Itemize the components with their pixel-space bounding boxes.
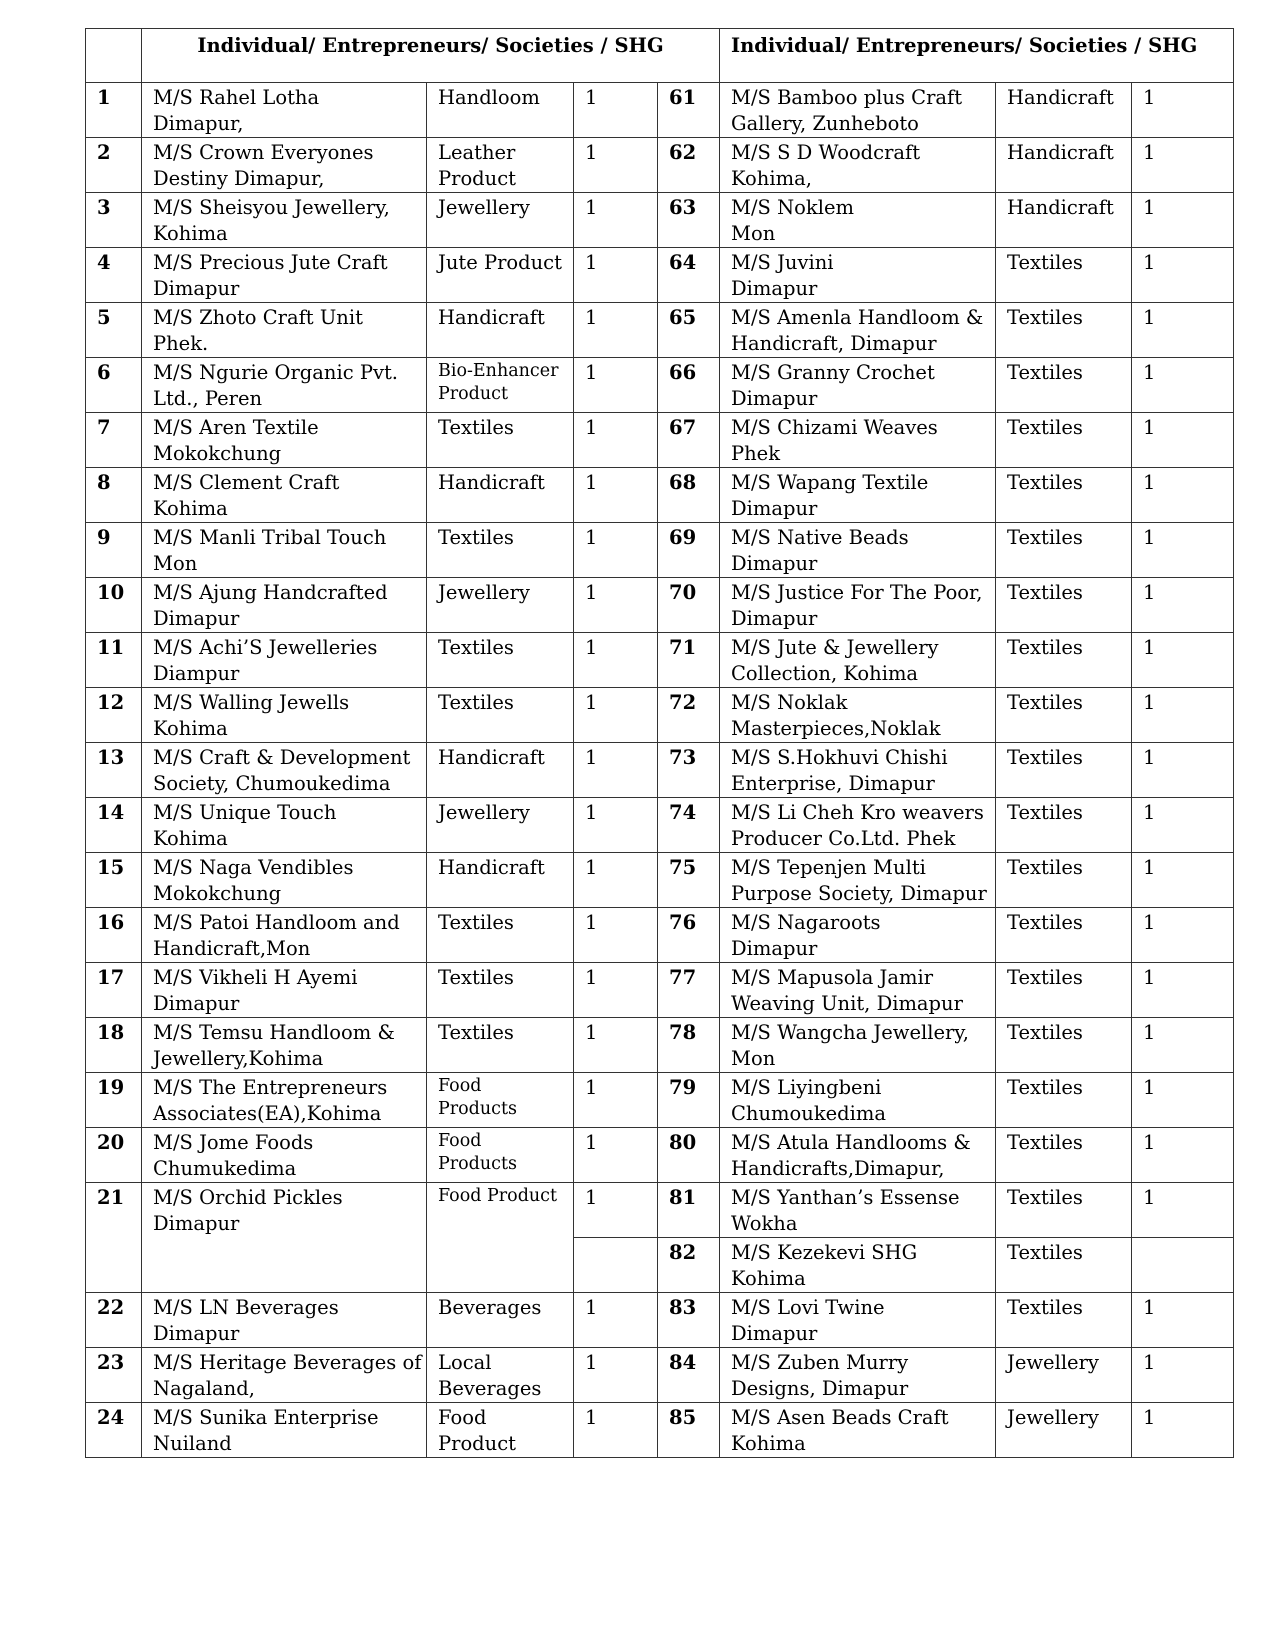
left-quantity: 1	[574, 908, 658, 963]
left-quantity: 1	[574, 303, 658, 358]
right-quantity: 1	[1132, 578, 1234, 633]
left-serial-number: 9	[86, 523, 142, 578]
left-quantity: 1	[574, 798, 658, 853]
right-enterprise-name: M/S Wangcha Jewellery, Mon	[720, 1018, 996, 1073]
right-quantity: 1	[1132, 523, 1234, 578]
left-serial-number: 10	[86, 578, 142, 633]
right-enterprise-name: M/S Native Beads Dimapur	[720, 523, 996, 578]
table-row	[86, 468, 1234, 523]
right-serial-number: 61	[658, 83, 720, 138]
right-enterprise-name: M/S Amenla Handloom & Handicraft, Dimapur	[720, 303, 996, 358]
left-quantity: 1	[574, 963, 658, 1018]
right-quantity: 1	[1132, 908, 1234, 963]
left-serial-number: 15	[86, 853, 142, 908]
right-quantity: 1	[1132, 413, 1234, 468]
right-serial-number: 84	[658, 1348, 720, 1403]
left-serial-number: 1	[86, 83, 142, 138]
left-serial-number: 17	[86, 963, 142, 1018]
left-enterprise-name: M/S Ajung Handcrafted Dimapur	[142, 578, 427, 633]
left-quantity: 1	[574, 1348, 658, 1403]
left-enterprise-name: M/S Achi’S Jewelleries Diampur	[142, 633, 427, 688]
right-enterprise-name: M/S Li Cheh Kro weavers Producer Co.Ltd. Phek	[720, 798, 996, 853]
right-enterprise-name: M/S Mapusola Jamir Weaving Unit, Dimapur	[720, 963, 996, 1018]
right-quantity: 1	[1132, 248, 1234, 303]
right-enterprise-name: M/S Liyingbeni Chumoukedima	[720, 1073, 996, 1128]
right-serial-number: 85	[658, 1403, 720, 1458]
left-quantity: 1	[574, 248, 658, 303]
left-quantity: 1	[574, 1293, 658, 1348]
left-quantity: 1	[574, 688, 658, 743]
table-row	[86, 578, 1234, 633]
left-enterprise-name: M/S Walling Jewells Kohima	[142, 688, 427, 743]
right-serial-number: 73	[658, 743, 720, 798]
right-category: Handicraft	[996, 83, 1132, 138]
right-enterprise-name: M/S Nagaroots Dimapur	[720, 908, 996, 963]
right-quantity: 1	[1132, 743, 1234, 798]
right-serial-number: 78	[658, 1018, 720, 1073]
left-category: Local Beverages	[427, 1348, 574, 1403]
right-quantity: 1	[1132, 138, 1234, 193]
right-category: Textiles	[996, 358, 1132, 413]
right-enterprise-name: M/S Granny Crochet Dimapur	[720, 358, 996, 413]
right-category: Textiles	[996, 523, 1132, 578]
left-quantity: 1	[574, 578, 658, 633]
right-quantity: 1	[1132, 1073, 1234, 1128]
left-enterprise-name: M/S LN Beverages Dimapur	[142, 1293, 427, 1348]
left-enterprise-name: M/S Naga Vendibles Mokokchung	[142, 853, 427, 908]
right-category: Textiles	[996, 1018, 1132, 1073]
left-serial-number: 20	[86, 1128, 142, 1183]
right-serial-number: 64	[658, 248, 720, 303]
right-quantity: 1	[1132, 193, 1234, 248]
right-enterprise-name: M/S Yanthan’s Essense Wokha	[720, 1183, 996, 1238]
right-enterprise-name: M/S Asen Beads Craft Kohima	[720, 1403, 996, 1458]
left-serial-number: 5	[86, 303, 142, 358]
right-category: Textiles	[996, 798, 1132, 853]
left-quantity: 1	[574, 1018, 658, 1073]
left-enterprise-name: M/S Patoi Handloom and Handicraft,Mon	[142, 908, 427, 963]
right-quantity: 1	[1132, 358, 1234, 413]
table-row	[86, 523, 1234, 578]
right-category: Textiles	[996, 413, 1132, 468]
table-row	[86, 963, 1234, 1018]
right-enterprise-name: M/S Justice For The Poor, Dimapur	[720, 578, 996, 633]
left-enterprise-name: M/S Heritage Beverages of Nagaland,	[142, 1348, 427, 1403]
left-enterprise-name: M/S Precious Jute Craft Dimapur	[142, 248, 427, 303]
left-serial-number: 3	[86, 193, 142, 248]
left-quantity: 1	[574, 193, 658, 248]
right-enterprise-name: M/S Zuben Murry Designs, Dimapur	[720, 1348, 996, 1403]
left-serial-number: 24	[86, 1403, 142, 1458]
left-quantity: 1	[574, 853, 658, 908]
left-enterprise-name: M/S Rahel Lotha Dimapur,	[142, 83, 427, 138]
right-category: Textiles	[996, 468, 1132, 523]
right-enterprise-name: M/S Wapang Textile Dimapur	[720, 468, 996, 523]
right-category: Textiles	[996, 1073, 1132, 1128]
left-category: Handicraft	[427, 853, 574, 908]
table-row	[86, 1073, 1234, 1128]
left-category: Food Product	[427, 1403, 574, 1458]
right-category: Jewellery	[996, 1348, 1132, 1403]
right-quantity: 1	[1132, 1018, 1234, 1073]
left-serial-number: 19	[86, 1073, 142, 1128]
right-category: Textiles	[996, 743, 1132, 798]
left-category: Food Product	[427, 1183, 574, 1293]
right-serial-number: 63	[658, 193, 720, 248]
right-serial-number: 74	[658, 798, 720, 853]
right-enterprise-name: M/S Tepenjen Multi Purpose Society, Dimapur	[720, 853, 996, 908]
left-serial-number: 8	[86, 468, 142, 523]
right-serial-number: 68	[658, 468, 720, 523]
left-enterprise-name: M/S Sheisyou Jewellery, Kohima	[142, 193, 427, 248]
left-category: Beverages	[427, 1293, 574, 1348]
right-serial-number: 62	[658, 138, 720, 193]
right-category: Textiles	[996, 1128, 1132, 1183]
right-serial-number: 70	[658, 578, 720, 633]
right-category: Textiles	[996, 1183, 1132, 1238]
left-quantity: 1	[574, 468, 658, 523]
left-enterprise-name: M/S Clement Craft Kohima	[142, 468, 427, 523]
right-quantity: 1	[1132, 1348, 1234, 1403]
right-serial-number: 83	[658, 1293, 720, 1348]
right-serial-number: 67	[658, 413, 720, 468]
right-category: Textiles	[996, 578, 1132, 633]
left-quantity: 1	[574, 523, 658, 578]
left-category: Handicraft	[427, 468, 574, 523]
enterprise-list-table	[85, 28, 1234, 1458]
table-row	[86, 1183, 1234, 1238]
right-category: Textiles	[996, 248, 1132, 303]
right-serial-number: 81	[658, 1183, 720, 1238]
right-serial-number: 79	[658, 1073, 720, 1128]
right-category: Textiles	[996, 303, 1132, 358]
left-serial-number: 12	[86, 688, 142, 743]
left-quantity: 1	[574, 1128, 658, 1183]
left-serial-number: 2	[86, 138, 142, 193]
right-category: Textiles	[996, 853, 1132, 908]
right-category: Textiles	[996, 688, 1132, 743]
right-quantity: 1	[1132, 853, 1234, 908]
right-enterprise-name: M/S Juvini Dimapur	[720, 248, 996, 303]
table-row	[86, 1128, 1234, 1183]
left-quantity: 1	[574, 1403, 658, 1458]
left-category: Handicraft	[427, 303, 574, 358]
header-row	[86, 29, 1234, 83]
left-enterprise-name: M/S Sunika Enterprise Nuiland	[142, 1403, 427, 1458]
left-serial-number: 13	[86, 743, 142, 798]
right-quantity: 1	[1132, 303, 1234, 358]
left-serial-number: 22	[86, 1293, 142, 1348]
left-enterprise-name: M/S Unique Touch Kohima	[142, 798, 427, 853]
left-enterprise-name: M/S Jome Foods Chumukedima	[142, 1128, 427, 1183]
left-quantity: 1	[574, 743, 658, 798]
right-serial-number: 65	[658, 303, 720, 358]
left-enterprise-name: M/S Temsu Handloom & Jewellery,Kohima	[142, 1018, 427, 1073]
right-serial-number: 76	[658, 908, 720, 963]
table-row	[86, 1293, 1234, 1348]
left-category: Textiles	[427, 523, 574, 578]
table-row	[86, 83, 1234, 138]
table-row	[86, 908, 1234, 963]
right-quantity: 1	[1132, 468, 1234, 523]
header-blank-cell	[86, 29, 142, 83]
right-quantity: 1	[1132, 633, 1234, 688]
table-body	[86, 29, 1234, 1458]
left-category: Food Products	[427, 1073, 574, 1128]
left-category: Jewellery	[427, 193, 574, 248]
table-row	[86, 358, 1234, 413]
left-category: Textiles	[427, 1018, 574, 1073]
left-serial-number: 14	[86, 798, 142, 853]
left-category: Textiles	[427, 413, 574, 468]
right-enterprise-name: M/S Noklak Masterpieces,Noklak	[720, 688, 996, 743]
left-serial-number: 23	[86, 1348, 142, 1403]
table-row	[86, 1018, 1234, 1073]
right-quantity: 1	[1132, 1403, 1234, 1458]
left-category: Food Products	[427, 1128, 574, 1183]
left-quantity: 1	[574, 83, 658, 138]
left-quantity: 1	[574, 1183, 658, 1238]
left-quantity: 1	[574, 413, 658, 468]
left-enterprise-name: M/S Manli Tribal Touch Mon	[142, 523, 427, 578]
left-category: Textiles	[427, 688, 574, 743]
left-category: Handicraft	[427, 743, 574, 798]
left-category: Jute Product	[427, 248, 574, 303]
left-quantity: 1	[574, 138, 658, 193]
right-serial-number: 75	[658, 853, 720, 908]
right-enterprise-name: M/S Chizami Weaves Phek	[720, 413, 996, 468]
left-enterprise-name: M/S Vikheli H Ayemi Dimapur	[142, 963, 427, 1018]
table-row	[86, 1403, 1234, 1458]
table-row	[86, 798, 1234, 853]
left-category: Textiles	[427, 908, 574, 963]
left-category: Handloom	[427, 83, 574, 138]
left-serial-number: 7	[86, 413, 142, 468]
right-quantity	[1132, 1238, 1234, 1293]
left-enterprise-name: M/S Zhoto Craft Unit Phek.	[142, 303, 427, 358]
right-quantity: 1	[1132, 688, 1234, 743]
right-category: Jewellery	[996, 1403, 1132, 1458]
left-enterprise-name: M/S Orchid Pickles Dimapur	[142, 1183, 427, 1293]
left-serial-number: 18	[86, 1018, 142, 1073]
left-serial-number: 11	[86, 633, 142, 688]
left-enterprise-name: M/S Craft & Development Society, Chumoukedima	[142, 743, 427, 798]
right-enterprise-name: M/S Jute & Jewellery Collection, Kohima	[720, 633, 996, 688]
left-quantity	[574, 1238, 658, 1293]
left-quantity: 1	[574, 633, 658, 688]
table-row	[86, 853, 1234, 908]
right-serial-number: 77	[658, 963, 720, 1018]
right-category: Textiles	[996, 908, 1132, 963]
right-enterprise-name: M/S Kezekevi SHG Kohima	[720, 1238, 996, 1293]
right-quantity: 1	[1132, 798, 1234, 853]
left-serial-number: 21	[86, 1183, 142, 1293]
right-enterprise-name: M/S Lovi Twine Dimapur	[720, 1293, 996, 1348]
right-enterprise-name: M/S S D Woodcraft Kohima,	[720, 138, 996, 193]
right-quantity: 1	[1132, 1183, 1234, 1238]
left-category: Bio-Enhancer Product	[427, 358, 574, 413]
right-enterprise-name: M/S Bamboo plus Craft Gallery, Zunheboto	[720, 83, 996, 138]
left-enterprise-name: M/S Ngurie Organic Pvt. Ltd., Peren	[142, 358, 427, 413]
right-serial-number: 71	[658, 633, 720, 688]
left-quantity: 1	[574, 358, 658, 413]
table-row	[86, 248, 1234, 303]
right-serial-number: 72	[658, 688, 720, 743]
right-quantity: 1	[1132, 1128, 1234, 1183]
right-category: Textiles	[996, 963, 1132, 1018]
table-row	[86, 303, 1234, 358]
right-serial-number: 82	[658, 1238, 720, 1293]
left-category: Jewellery	[427, 798, 574, 853]
right-serial-number: 66	[658, 358, 720, 413]
right-heading: Individual/ Entrepreneurs/ Societies / SHG	[720, 29, 1234, 83]
left-enterprise-name: M/S Crown Everyones Destiny Dimapur,	[142, 138, 427, 193]
right-category: Textiles	[996, 1293, 1132, 1348]
left-heading: Individual/ Entrepreneurs/ Societies / SHG	[142, 29, 720, 83]
left-serial-number: 4	[86, 248, 142, 303]
table-row	[86, 688, 1234, 743]
right-quantity: 1	[1132, 1293, 1234, 1348]
right-category: Textiles	[996, 633, 1132, 688]
left-category: Jewellery	[427, 578, 574, 633]
right-enterprise-name: M/S S.Hokhuvi Chishi Enterprise, Dimapur	[720, 743, 996, 798]
left-serial-number: 16	[86, 908, 142, 963]
right-serial-number: 69	[658, 523, 720, 578]
right-serial-number: 80	[658, 1128, 720, 1183]
right-category: Textiles	[996, 1238, 1132, 1293]
table-row	[86, 138, 1234, 193]
right-quantity: 1	[1132, 963, 1234, 1018]
right-quantity: 1	[1132, 83, 1234, 138]
table-row	[86, 193, 1234, 248]
right-category: Handicraft	[996, 138, 1132, 193]
table-row	[86, 633, 1234, 688]
right-enterprise-name: M/S Atula Handlooms & Handicrafts,Dimapur,	[720, 1128, 996, 1183]
left-enterprise-name: M/S Aren Textile Mokokchung	[142, 413, 427, 468]
table-row	[86, 1348, 1234, 1403]
right-category: Handicraft	[996, 193, 1132, 248]
left-quantity: 1	[574, 1073, 658, 1128]
left-serial-number: 6	[86, 358, 142, 413]
table-row	[86, 413, 1234, 468]
right-enterprise-name: M/S Noklem Mon	[720, 193, 996, 248]
left-enterprise-name: M/S The Entrepreneurs Associates(EA),Kohima	[142, 1073, 427, 1128]
left-category: Textiles	[427, 633, 574, 688]
left-category: Textiles	[427, 963, 574, 1018]
left-category: Leather Product	[427, 138, 574, 193]
table-row	[86, 743, 1234, 798]
